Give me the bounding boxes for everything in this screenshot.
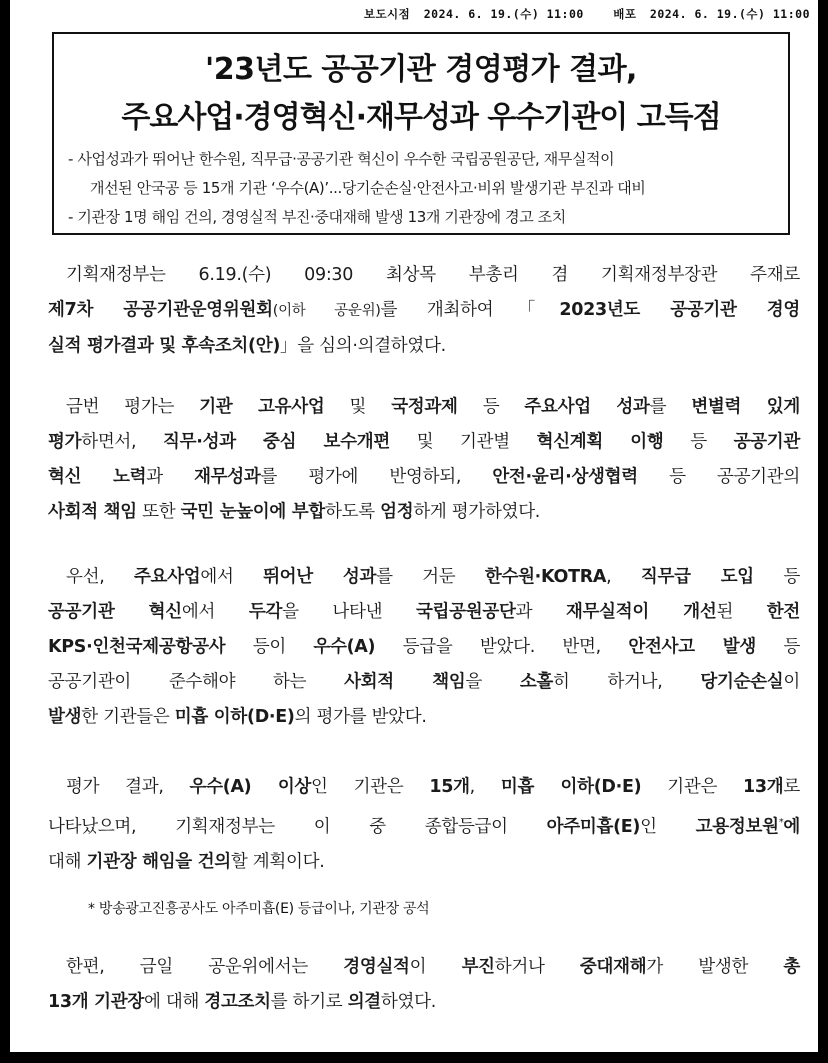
- text-bold: 미흡 이하(D·E): [500, 777, 642, 797]
- text-bold: 한전: [766, 602, 800, 622]
- text-bold: 안전사고 발생: [628, 637, 756, 657]
- text-bold: 변별력 있게: [691, 397, 800, 417]
- text-bold: 13개: [743, 777, 784, 797]
- text-bold: 안전·윤리·상생협력: [492, 467, 638, 487]
- text-bold: 경영실적: [343, 957, 410, 977]
- release-header: [358, 6, 810, 22]
- paragraph-1: [48, 258, 800, 364]
- text-bold: 혁신 노력: [48, 467, 147, 487]
- text-run: 를 거둔: [376, 567, 485, 587]
- text-run: 등이: [225, 637, 314, 657]
- paragraph-line: [48, 665, 800, 700]
- text-bold: 평가: [48, 432, 82, 452]
- text-run: 를: [649, 397, 692, 417]
- paragraph-line: [48, 595, 800, 630]
- text-run: ,: [469, 777, 501, 797]
- text-run: 을 나타낸: [282, 602, 416, 622]
- text-bold: 재무실적이 개선: [565, 602, 717, 622]
- footnote: * 방송광고진흥공사도 아주미흡(E) 등급이나, 기관장 공석: [88, 901, 430, 917]
- paragraph-line: [48, 560, 800, 595]
- paragraph-4: [48, 770, 800, 880]
- text-run: 하면서,: [81, 432, 164, 452]
- paragraph-line: [48, 805, 800, 845]
- text-bold: 13개 기관장: [48, 992, 144, 1012]
- text-bold: 재무성과: [194, 467, 261, 487]
- text-run: 한편, 금일 공운위에서는: [66, 957, 344, 977]
- text-run: 등: [663, 432, 734, 452]
- text-run: 기관은: [641, 777, 744, 797]
- subtitle-line-3: - 기관장 1명 해임 건의, 경영실적 부진·중대재해 발생 13개 기관장에 경고 조치: [68, 208, 566, 226]
- paragraph-line: [48, 950, 800, 985]
- subtitle-line-2: 개선된 안국공 등 15개 기관 ‘우수(A)’...당기순손실·안전사고·비위 발생기관 부진과 대비: [90, 179, 646, 197]
- release-time: 2024. 6. 19.(수) 11:00: [423, 7, 584, 21]
- text-run: 에서: [200, 567, 264, 587]
- text-bold: 고용정보원: [695, 816, 779, 837]
- text-run: 를 평가에 반영하되,: [260, 467, 493, 487]
- text-run: 히 하거나,: [553, 672, 701, 692]
- text-bold: 2023년도 공공기관 경영: [559, 300, 801, 320]
- text-bold: 당기순손실: [700, 672, 784, 692]
- title-line-1: '23년도 공공기관 경영평가 결과,: [205, 52, 637, 87]
- text-bold: 국정과제: [391, 397, 458, 417]
- text-run: 등: [755, 637, 800, 657]
- text-run: 등: [457, 397, 525, 417]
- text-run: 과: [515, 602, 566, 622]
- text-bold: 사회적 책임: [344, 672, 466, 692]
- text-run: 과: [146, 467, 195, 487]
- text-bold: 에: [783, 816, 800, 837]
- paragraph-line: [48, 460, 800, 495]
- text-bold: 의결: [347, 992, 381, 1012]
- text-bold: 발생: [48, 707, 82, 727]
- text-bold: 우수(A) 이상: [189, 777, 312, 797]
- text-bold: 두각: [248, 602, 283, 622]
- text-bold: 혁신계획 이행: [536, 432, 664, 452]
- text-run: 된: [716, 602, 767, 622]
- text-run: 인 기관은: [311, 777, 430, 797]
- text-run: 및 기관별: [389, 432, 537, 452]
- text-bold: 주요사업 성과: [524, 397, 650, 417]
- text-run: 평가 결과,: [66, 777, 190, 797]
- text-bold: 아주미흡(E): [546, 816, 641, 837]
- text-run: 금번 평가는: [66, 397, 200, 417]
- text-run: 등: [753, 567, 800, 587]
- text-run: 하도록: [325, 502, 381, 522]
- paragraph-line: [48, 700, 800, 735]
- text-bold: 중대재해: [579, 957, 647, 977]
- paragraph-5: [48, 950, 800, 1020]
- title-line-2: 주요사업·경영혁신·재무성과 우수기관이 고득점: [121, 100, 721, 135]
- paragraph-line: [48, 293, 800, 329]
- text-bold: 직무급 도입: [640, 567, 754, 587]
- text-run: 을: [465, 672, 520, 692]
- text-run: 」을 심의·의결하였다.: [280, 336, 446, 356]
- text-run: 인: [640, 816, 696, 837]
- text-bold: 엄정: [380, 502, 414, 522]
- release-label: 보도시점: [363, 7, 411, 21]
- text-bold: 부진: [461, 957, 495, 977]
- text-run: 하였다.: [380, 992, 436, 1012]
- text-run: 를 하기로: [270, 992, 348, 1012]
- title-box: [52, 32, 790, 235]
- text-bold: 우수(A): [313, 637, 376, 657]
- text-run: 공공기관이 준수해야 하는: [48, 672, 345, 692]
- paragraph-line: [48, 630, 800, 665]
- distribution-time: 2024. 6. 19.(수) 11:00: [649, 7, 810, 21]
- footnote-marker: *: [778, 817, 784, 828]
- text-run: 한 기관들은: [81, 707, 175, 727]
- paragraph-line: [48, 985, 800, 1020]
- text-small: (이하 공운위): [272, 303, 381, 319]
- text-bold: 직무·성과 중심 보수개편: [163, 432, 390, 452]
- paragraph-line: [48, 495, 800, 530]
- paragraph-line: [48, 390, 800, 425]
- text-run: 할 계획이다.: [230, 851, 325, 872]
- text-run: 에서: [181, 602, 249, 622]
- paragraph-line: 기획재정부는 6.19.(수) 09:30 최상목 부총리 겸 기획재정부장관 주재로: [66, 265, 800, 285]
- text-run: 가 발생한: [646, 957, 784, 977]
- paragraph-line: [48, 845, 800, 880]
- paragraph-2: [48, 390, 800, 530]
- text-run: 이: [783, 672, 800, 692]
- text-run: 등 공공기관의: [637, 467, 800, 487]
- text-run: ,: [606, 567, 641, 587]
- text-run: 대해: [48, 851, 87, 872]
- text-run: 로: [783, 777, 800, 797]
- subtitle-line-1: - 사업성과가 뛰어난 한수원, 직무급·공공기관 혁신이 우수한 국립공원공단, 재무실적이: [68, 150, 615, 168]
- text-run: 하거나: [494, 957, 580, 977]
- distribution-label: 배포: [613, 7, 637, 21]
- text-bold: 뛰어난 성과: [263, 567, 377, 587]
- text-bold: 기관 고유사업: [199, 397, 325, 417]
- text-run: 이: [409, 957, 462, 977]
- text-bold: 소홀: [519, 672, 554, 692]
- text-run: 에 대해: [143, 992, 205, 1012]
- text-bold: 국립공원공단: [415, 602, 516, 622]
- text-bold: 사회적 책임: [48, 502, 137, 522]
- text-bold: 공공기관 혁신: [48, 602, 182, 622]
- text-bold: 15개: [429, 777, 470, 797]
- text-bold: 국민 눈높이에 부합: [180, 502, 326, 522]
- text-bold: 주요사업: [133, 567, 201, 587]
- text-bold: 공공기관: [733, 432, 800, 452]
- text-run: 및: [324, 397, 392, 417]
- paragraph-line: [48, 425, 800, 460]
- text-run: 우선,: [66, 567, 134, 587]
- text-bold: 실적 평가결과 및 후속조치(안): [48, 336, 281, 356]
- text-bold: 총: [783, 957, 800, 977]
- text-run: 의 평가를 받았다.: [294, 707, 427, 727]
- text-run: 나타났으며, 기획재정부는 이 중 종합등급이: [48, 816, 547, 837]
- text-bold: 한수원·KOTRA: [484, 567, 607, 587]
- text-run: 또한: [136, 502, 181, 522]
- text-run: 등급을 받았다. 반면,: [375, 637, 629, 657]
- text-run: 를 개최하여「: [380, 300, 560, 320]
- text-bold: 제7차 공공기관운영위원회: [48, 300, 273, 320]
- paragraph-line: [48, 770, 800, 805]
- paragraph-line: [48, 329, 800, 364]
- text-bold: 미흡 이하(D·E): [174, 707, 295, 727]
- text-run: 하게 평가하였다.: [413, 502, 541, 522]
- text-bold: KPS·인천국제공항공사: [48, 637, 226, 657]
- text-bold: 기관장 해임을 건의: [86, 851, 231, 872]
- text-bold: 경고조치: [204, 992, 271, 1012]
- paragraph-3: [48, 560, 800, 735]
- press-release-page: [10, 0, 818, 1052]
